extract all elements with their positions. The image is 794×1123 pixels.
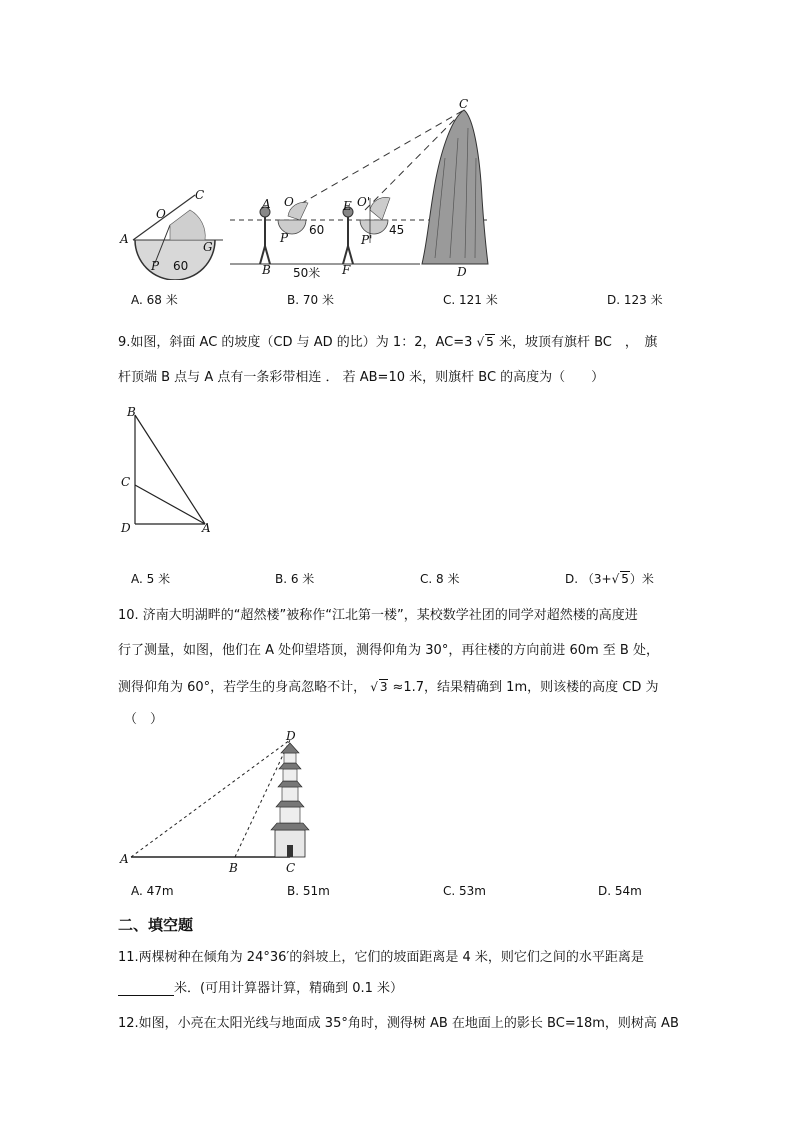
q8-right-label-O2: O' <box>357 195 371 209</box>
q11-answer-blank[interactable] <box>118 983 174 996</box>
q9-option-a: A. 5 米 <box>131 572 171 586</box>
q10-label-A: A <box>120 852 129 866</box>
q9-label-A: A <box>202 521 211 535</box>
q8-left-label-A: A <box>120 232 129 246</box>
q11-question-line1: 11.两棵树种在倾角为 24°36′的斜坡上，它们的坡面距离是 4 米，则它们之间的水平距离是 <box>118 950 644 965</box>
q9-label-C: C <box>121 475 131 489</box>
q10-option-b: B. 51m <box>287 884 330 898</box>
q8-left-label-C: C <box>195 188 205 202</box>
q10-label-D: D <box>286 729 296 743</box>
q10-option-a: A. 47m <box>131 884 174 898</box>
q10-sqrt-radicand: 3 <box>379 680 388 694</box>
q10-option-d: D. 54m <box>598 884 642 898</box>
q8-option-d: D. 123 米 <box>607 293 663 307</box>
q8-right-label-B: B <box>262 263 271 277</box>
q10-line3-text-b: ≈1.7，结果精确到 1m，则该楼的高度 CD 为 <box>392 680 659 695</box>
q10-question-line1: 10. 济南大明湖畔的“超然楼”被称作“江北第一楼”，某校数学社团的同学对超然楼的高度进 <box>118 608 638 623</box>
q8-left-label-P: P <box>151 259 160 273</box>
q9-line1-text-a: 9.如图，斜面 AC 的坡度（CD 与 AD 的比）为 1：2，AC=3 <box>118 335 477 350</box>
q12-question-line1: 12.如图，小亮在太阳光线与地面成 35°角时，测得树 AB 在地面上的影长 BC=18m，则树高 AB <box>118 1016 679 1031</box>
q9-label-D: D <box>121 521 131 535</box>
q8-right-label-D: D <box>457 265 467 279</box>
q9-optd-sqrt-radicand: 5 <box>621 572 629 586</box>
q8-right-label-P: P <box>280 231 289 245</box>
q10-line3-text-a: 测得仰角为 60°，若学生的身高忽略不计， <box>118 680 367 695</box>
q10-question-line4: （ ） <box>124 712 164 727</box>
q10-option-c: C. 53m <box>443 884 486 898</box>
q9-optd-text-b: ）米 <box>629 572 654 586</box>
q8-right-label-P2: P' <box>361 233 373 247</box>
q9-question-line2: 杆顶端 B 点与 A 点有一条彩带相连 ． 若 AB=10 米，则旗杆 BC 的高度为（ ） <box>118 370 605 385</box>
q8-right-dist: 50米 <box>293 266 321 280</box>
q8-right-label-A: A <box>262 197 271 211</box>
q10-label-B: B <box>229 861 238 875</box>
q9-optd-sqrt: √ 5 <box>611 572 629 586</box>
q8-right-label-C: C <box>459 97 469 111</box>
q9-optd-text-a: D. （3+ <box>565 572 612 586</box>
q9-question-line1 <box>118 331 657 350</box>
q8-figure-right <box>230 98 490 270</box>
q8-right-angle1: 60 <box>309 223 325 237</box>
q9-label-B: B <box>127 405 136 419</box>
section-heading-fill-in: 二、填空题 <box>118 916 194 934</box>
q9-option-c: C. 8 米 <box>420 572 460 586</box>
q10-question-line2: 行了测量，如图，他们在 A 处仰望塔顶，测得仰角为 30°，再往楼的方向前进 60m 至 B 处， <box>118 643 659 658</box>
q8-left-label-O: O <box>156 207 166 221</box>
q9-option-d <box>565 570 654 587</box>
q9-sqrt-radicand: 5 <box>486 335 494 349</box>
q8-option-b: B. 70 米 <box>287 293 334 307</box>
q10-tower-figure <box>125 735 315 865</box>
q8-option-a: A. 68 米 <box>131 293 178 307</box>
q8-left-label-G: G <box>203 240 213 254</box>
q10-sqrt: √ 3 <box>370 680 388 694</box>
q8-right-angle2: 45 <box>389 223 405 237</box>
q9-triangle-figure <box>125 405 220 535</box>
q10-label-C: C <box>286 861 296 875</box>
q11-line2-text: 米．(可用计算器计算，精确到 0.1 米） <box>174 981 404 996</box>
q9-option-b: B. 6 米 <box>275 572 315 586</box>
q9-line1-text-b: 米，坡顶有旗杆 BC ， 旗 <box>494 335 658 350</box>
q8-figure-left <box>115 185 225 280</box>
q11-question-line2 <box>118 977 403 996</box>
q10-question-line3 <box>118 676 658 695</box>
q8-right-label-F: F <box>342 263 351 277</box>
q9-sqrt: √ 5 <box>476 335 494 349</box>
q8-right-label-E: E <box>343 199 352 213</box>
q8-option-c: C. 121 米 <box>443 293 498 307</box>
q8-left-angle: 60 <box>173 259 189 273</box>
q8-right-label-O: O <box>284 195 294 209</box>
